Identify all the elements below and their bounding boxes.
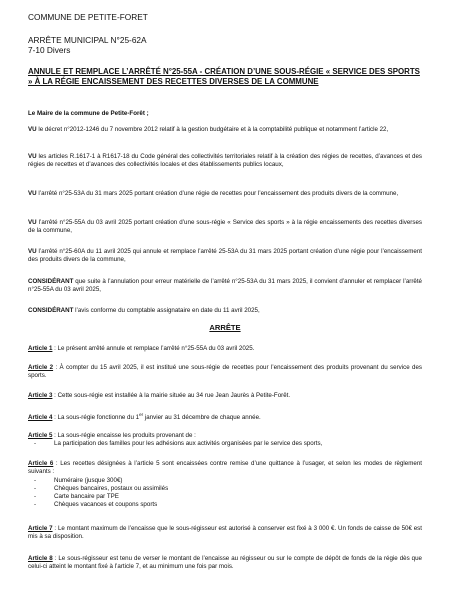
article-text: : Les recettes désignées à l’article 5 sont encaissées contre remise d’une quittance à l’usager, et selon les modes de règlement suivants :	[28, 460, 423, 476]
article-text: : La sous-régie encaisse les produits provenant de :	[52, 432, 196, 439]
commune-name: COMMUNE DE PETITE-FORET	[28, 12, 148, 22]
visa-text: l’arrêté n°25-60A du 11 avril 2025 qui annule et remplace l’arrêté 25-53A du 31 mars 2025 portant création d’une régie pour l’encaissement des produits divers de la commune,	[28, 248, 422, 264]
visa-text: l’avis conforme du comptable assignataire en date du 11 avril 2025,	[73, 307, 260, 314]
considerant-2	[28, 307, 422, 315]
article-2	[28, 364, 422, 381]
arrete-number: ARRÊTE MUNICIPAL N°25-62A	[28, 35, 147, 45]
visa-lead: VU	[28, 219, 37, 226]
list-item: - Numéraire (jusque 300€)	[28, 477, 422, 485]
visa-1	[28, 126, 422, 134]
article-5	[28, 432, 422, 449]
article-text: : La sous-régie fonctionne du 1	[52, 414, 140, 422]
article-6	[28, 460, 422, 510]
article-3	[28, 392, 422, 400]
article-4	[28, 411, 422, 422]
article-label: Article 8	[28, 555, 53, 562]
visa-lead: CONSIDÉRANT	[28, 307, 74, 314]
article-label: Article 2	[28, 364, 54, 371]
maire-text: Le Maire de la commune de Petite-Forêt ;	[28, 110, 149, 117]
visa-text: les articles R.1617-1 à R1617-18 du Code général des collectivités territoriales relatif à la création des régies de recettes, d’avances et des régies de recettes et d’avances des collectivités locales et des établissements publics locaux,	[28, 153, 422, 169]
visa-lead: VU	[28, 153, 37, 160]
visa-lead: VU	[28, 190, 37, 197]
article-text: : Le montant maximum de l’encaisse que le sous-régisseur est autorisé à conserver est fixé à 3 000 €. Un fonds de caisse de 50€ est mis à sa disposition.	[28, 525, 422, 541]
ordinal-suffix: er	[139, 412, 144, 417]
visa-text: que suite à l’annulation pour erreur matérielle de l’arrêté n°25-53A du 31 mars 2025, il convient d’annuler et remplacer l’arrêté n°25-55A du 03 avril 2025,	[28, 278, 422, 294]
article-6-list	[28, 477, 422, 510]
article-7	[28, 525, 422, 542]
visa-5	[28, 248, 422, 265]
list-item: - Carte bancaire par TPE	[28, 493, 422, 501]
article-text: : Le sous-régisseur est tenu de verser le montant de l’encaisse au régisseur ou sur le compte de dépôt de fonds de la régie dès que celui-ci atteint le montant fixé à l’article 7, et au minimum une fois par mois.	[28, 555, 423, 571]
article-label: Article 3	[28, 392, 53, 399]
article-5-list	[28, 440, 422, 448]
article-text: : À compter du 15 avril 2025, il est institué une sous-régie de recettes pour l’encaissement des produits provenant du service des sports.	[28, 364, 422, 380]
list-item: - Chèques bancaires, postaux ou assimilés	[28, 485, 422, 493]
document-title: ANNULE ET REMPLACE L’ARRÊTÉ N°25-55A - CRÉATION D’UNE SOUS-RÉGIE « SERVICE DES SPORTS » À LA RÉGIE ENCAISSEMENT DES RECETTES DIVERSES DE LA COMMUNE	[28, 67, 420, 86]
visa-lead: CONSIDÉRANT	[28, 278, 74, 285]
maire-line	[28, 110, 422, 118]
article-label: Article 4	[28, 414, 53, 422]
article-label: Article 7	[28, 525, 53, 532]
visa-lead: VU	[28, 126, 37, 133]
article-label: Article 6	[28, 460, 54, 467]
article-text: : Le présent arrêté annule et remplace l’arrêté n°25-55A du 03 avril 2025.	[52, 345, 255, 352]
article-1	[28, 345, 422, 353]
article-text: janvier au 31 décembre de chaque année.	[143, 414, 261, 422]
visa-4	[28, 219, 422, 236]
considerant-1	[28, 278, 422, 295]
visa-3	[28, 190, 422, 198]
arrete-heading: ARRÊTE	[209, 323, 241, 332]
article-8	[28, 555, 422, 572]
article-label: Article 5	[28, 432, 53, 439]
article-label: Article 1	[28, 345, 53, 352]
arrete-category: 7-10 Divers	[28, 45, 71, 55]
list-item: - La participation des familles pour les adhésions aux activités organisées par le service des sports,	[28, 440, 422, 448]
visa-2	[28, 153, 422, 170]
visa-text: le décret n°2012-1246 du 7 novembre 2012 relatif à la gestion budgétaire et à la comptabilité publique et notamment l’article 22,	[36, 126, 389, 133]
visa-text: l’arrêté n°25-55A du 03 avril 2025 portant création d’une sous-régie « Service des sports » à la régie encaissements des recettes diverses de la commune,	[28, 219, 422, 235]
visa-text: l’arrêté n°25-53A du 31 mars 2025 portant création d’une régie de recettes pour l’encaissement des produits divers de la commune,	[36, 190, 399, 197]
article-text: : Cette sous-régie est installée à la mairie située au 34 rue Jean Jaurès à Petite-Forêt.	[52, 392, 291, 399]
visa-lead: VU	[28, 248, 37, 255]
list-item: - Chèques vacances et coupons sports	[28, 501, 422, 509]
